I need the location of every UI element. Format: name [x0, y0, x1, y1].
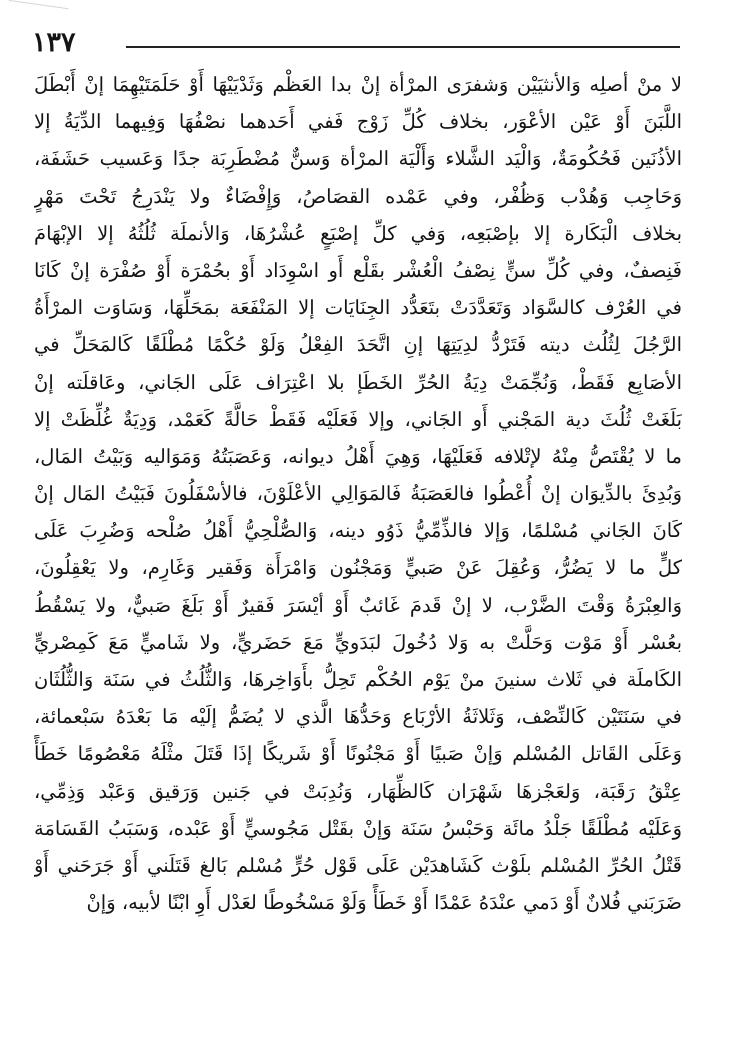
text-line: ضَرَبَني فُلانٌ أَوْ دَمي عنْدَهُ عَمْدًا أَوْ خَطَأً وَلَوْ مَسْخُوطًا لعَدْل أَوِ ابْنًا لأبيه، وَإنْ: [86, 891, 682, 915]
text-line: قَتْلُ الحُرِّ المُسْلم بلَوْث كَشَاهدَيْن عَلَى قَوْل حُرٍّ مُسْلم بَالغ قَتَلَني أَوْ جَرَحَني أَوْ: [34, 853, 682, 877]
page-number: ١٣٧: [32, 27, 76, 58]
header-rule: [126, 46, 680, 48]
text-line: كلٍّ ما لا يَضُرُّ، وَعُقِلَ عَنْ صَبيٍّ وَمَجْنُون وَامْرَأَة وَفَقير وَغَارِم، ولا يَعْقِلُونَ،: [34, 556, 682, 580]
scan-artifact: [8, 0, 69, 19]
text-line: وَبُدِئَ بالدِّيوَان إنْ أُعْطُوا فالعَصَبَةُ فَالمَوَالِي الأعْلَوْنَ، فالأسْفَلُونَ فَبَيْتُ المَال إنْ: [34, 482, 682, 506]
text-line: بعُسْر أَوْ مَوْت وَحَلَّتْ به وَلا دُخُولَ لبَدَويٍّ مَعَ حَضَريٍّ، ولا شَاميٍّ مَعَ كَمِصْريٍّ: [34, 630, 682, 654]
text-line: بخلاف الْبَكَارة إلا بإصْبَعِه، وَفي كلِّ إصْبَعٍ عُشْرُهَا، وَالأنملَة ثُلُثُهُ إلا الإبْهَامَ: [34, 221, 682, 245]
text-line: بَلَغَتْ ثُلُثَ دية المَجْني أَو الجَاني، وإلا فَعَلَيْه فَقَطْ حَالَّةً كَعَمْد، وَدِيَةٌ غُلِّظَتْ إلا: [34, 407, 682, 431]
text-line: وَالعِبْرَةُ وَقْتَ الضَّرْب، لا إنْ قَدمَ غَائبٌ أَوْ أيْسَرَ فَقيرٌ أَوْ بَلَغَ صَبيٌّ، ولا يَسْقُطُ: [34, 593, 682, 617]
text-line: فَنِصفٌ، وفي كُلِّ سنٍّ نِصْفُ الْعُشْر بقَلْع أَو اسْوِدَاد أَوْ بحُمْرَة أَوْ صُفْرَة إنْ كَانَا: [34, 258, 682, 282]
text-line: وَعَلَيْه مُطْلَقًا جَلْدُ مائَة وَحَبْسُ سَنَة وَإنْ بقَتْل مَجُوسيٍّ أَوْ عَبْده، وَسَبَبُ القَسَامَة: [34, 816, 682, 840]
page-header: [32, 27, 682, 60]
text-line: في سَنَتَيْن كَالنِّصْف، وَثَلاثَةُ الأرْبَاع وَحَدُّهَا الَّذي لا يُضَمُّ إلَيْه مَا بَعْدَهُ سَبْعمائة،: [34, 705, 682, 729]
text-line: في العُرْف كالسَّوَاد وَتَعَدَّدَتْ بتَعَدُّد الجِنَايَات إلا المَنْفَعَة بمَحَلِّهَا، وَسَاوَت المرْأَةُ: [34, 296, 682, 320]
text-line: الأصَابِع فَقَطْ، وَنُجِّمَتْ دِيَةُ الحُرِّ الخَطَإ بلا اعْتِرَاف عَلَى الجَاني، وعَاقلَته إنْ: [34, 370, 682, 394]
text-line: الكَاملَة في ثَلاث سنينَ منْ يَوْم الحُكْم تَحِلُّ بأَوَاخِرهَا، وَالثُّلُثُ في سَنَة وَالثُّلُثَان: [34, 668, 682, 691]
text-line: وَعَلَى القَاتل المُسْلم وَإنْ صَبيًا أَوْ مَجْنُونًا أَوْ شَريكًا إذَا قَتَلَ مثْلَهُ مَعْصُومًا خَطَأً: [34, 742, 682, 766]
text-line: وَحَاجِب وَهُدْب وَظُفْر، وفي عَمْده القصَاصُ، وَإِفْضَاءٌ ولا يَنْدَرِجُ تَحْتَ مَهْرٍ: [34, 184, 682, 208]
text-line: لا منْ أصلِه وَالأنثيَيْن وَشفرَى المرْأة إنْ بدا العَظْم وَثَدْيَيْهَا أَوْ حَلَمَتَيْهِمَا إنْ أَبْطَلَ: [34, 73, 682, 96]
text-line: الرَّجُلَ لِثُلُث ديته فَتَرْدُّ لدِيَتِهَا إنِ اتَّحَدَ الفِعْلُ وَلَوْ حُكْمًا مُطْلَقًا كَالمَحَلِّ في: [34, 333, 682, 357]
text-line: عِتْقُ رَقَبَة، وَلعَجْزهَا شَهْرَان كَالظِّهَار، وَنُدِبَتْ في جَنين وَرَقيق وَعَبْد وَذِمِّي،: [34, 779, 682, 803]
text-line: ما لا يُقْتَصُّ مِنْهُ لإتْلافه فَعَلَيْهَا، وَهِيَ أَهْلُ ديوانه، وَعَصَبَتُهُ وَمَوَاليه وَبَيْتُ المَال،: [34, 444, 682, 468]
body-text: [34, 66, 682, 921]
text-line: كَانَ الجَاني مُسْلمًا، وَإلا فالذِّمِّيُّ ذَوُو دينه، وَالصُّلْحِيُّ أَهْلُ صُلْحه وَضُرِبَ عَلَى: [34, 519, 682, 543]
text-line: اللَّبَنَ أَوْ عَيْن الأعْوَر، بخلاف كُلِّ زَوْج فَفي أَحَدهما نصْفُهَا وَفِيهما الدِّيَةُ إلا: [34, 110, 682, 134]
text-line: الأذُنَين فَحُكُومَةٌ، وَالْيَد الشَّلاء وَأَلْيَة المرْأة وَسنٌّ مُضْطَرِبَة جدًا وَعَسيب حَشَفَة،: [34, 147, 682, 171]
